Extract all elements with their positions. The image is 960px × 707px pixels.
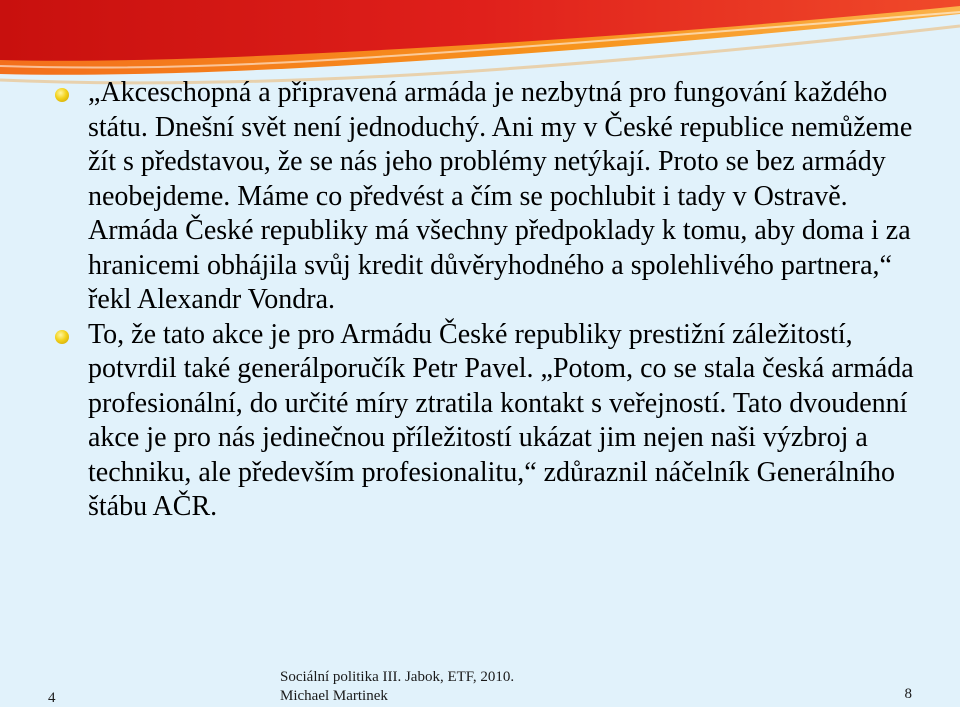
footer-credits-line2: Michael Martinek: [280, 688, 388, 704]
bullet-text: „Akceschopná a připravená armáda je nezbytná pro fungování každého státu. Dnešní svět není jednoduchý. Ani my v České republice nemůžeme žít s představou, že se nás jeho problémy netýkají. Proto se bez armády neobejdeme. Máme co předvést a čím se pochlubit i tady v Ostravě. Armáda České republiky má všechny předpoklady k tomu, aby doma i za hranicemi obhájila svůj kredit důvěryhodného a spolehlivého partnera,“ řekl Alexandr Vondra.: [88, 77, 913, 315]
footer-credits: [280, 668, 514, 706]
footer-slide-number: 8: [904, 686, 912, 702]
bullet-text: To, že tato akce je pro Armádu České republiky prestižní záležitostí, potvrdil také generálporučík Petr Pavel. „Potom, co se stala česká armáda profesionální, do určité míry ztratila kontakt s veřejností. Tato dvoudenní akce je pro nás jedinečnou příležitostí ukázat jim nejen naši výzbroj a techniku, ale především profesionalitu,“ zdůraznil náčelník Generálního štábu AČR.: [88, 318, 914, 522]
slide-content: [50, 76, 930, 525]
bullet-dot-icon: [55, 88, 69, 102]
footer-left-number: 4: [48, 690, 56, 706]
bullet-dot-icon: [55, 330, 69, 344]
footer-credits-line1: Sociální politika III. Jabok, ETF, 2010.: [280, 669, 515, 685]
bullet-item-1: [50, 76, 930, 318]
bullet-item-2: [50, 318, 930, 525]
slide-footer: [0, 664, 960, 707]
